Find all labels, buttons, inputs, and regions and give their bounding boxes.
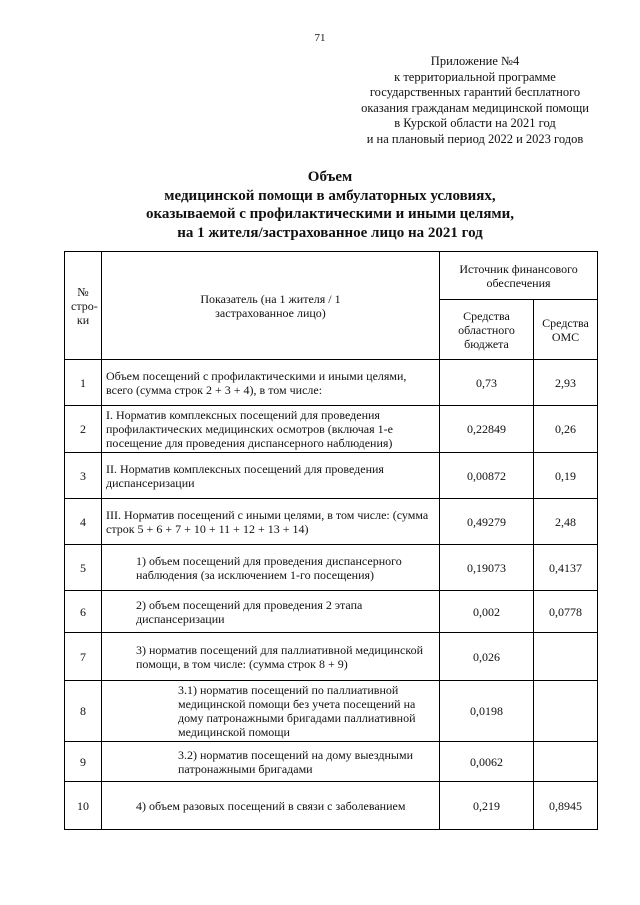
row-budget-value: 0,73 [440, 360, 534, 406]
row-budget-value: 0,00872 [440, 453, 534, 499]
row-indicator: 1) объем посещений для проведения диспансерного наблюдения (за исключением 1-го посещения) [102, 545, 440, 591]
row-indicator: 3.1) норматив посещений по паллиативной медицинской помощи без учета посещений на дому патронажными бригадами паллиативной медицинской помощи [102, 681, 440, 742]
volume-table [64, 251, 598, 830]
table-row [65, 782, 598, 830]
row-budget-value: 0,0198 [440, 681, 534, 742]
appendix-line: государственных гарантий бесплатного [369, 85, 581, 99]
row-indicator: 3) норматив посещений для паллиативной медицинской помощи, в том числе: (сумма строк 8 + 9) [102, 633, 440, 681]
row-budget-value: 0,026 [440, 633, 534, 681]
table-row [65, 453, 598, 499]
row-number: 4 [65, 499, 102, 545]
row-number: 1 [65, 360, 102, 406]
row-oms-value: 2,48 [534, 499, 598, 545]
row-oms-value: 0,8945 [534, 782, 598, 830]
appendix-line: оказания гражданам медицинской помощи [361, 100, 589, 115]
row-oms-value: 0,4137 [534, 545, 598, 591]
table-row [65, 591, 598, 633]
table-row [65, 681, 598, 742]
header-indicator: Показатель (на 1 жителя / 1 застрахованное лицо) [102, 252, 440, 360]
header-row-number: № стро-ки [65, 252, 102, 360]
title-line: медицинской помощи в амбулаторных условиях, [164, 187, 496, 204]
table-row [65, 499, 598, 545]
row-oms-value: 0,19 [534, 453, 598, 499]
row-indicator: I. Норматив комплексных посещений для проведения профилактических медицинских осмотров (включая 1-е посещение для проведения диспансерного наблюдения) [102, 406, 440, 453]
row-number: 8 [65, 681, 102, 742]
row-indicator: Объем посещений с профилактическими и иными целями, всего (сумма строк 2 + 3 + 4), в том числе: [102, 360, 440, 406]
row-number: 2 [65, 406, 102, 453]
row-indicator: 4) объем разовых посещений в связи с заболеванием [102, 782, 440, 830]
row-budget-value: 0,219 [440, 782, 534, 830]
appendix-heading [340, 54, 610, 147]
row-budget-value: 0,49279 [440, 499, 534, 545]
row-indicator: III. Норматив посещений с иными целями, в том числе: (сумма строк 5 + 6 + 7 + 10 + 11 + 12 + 13 + 14) [102, 499, 440, 545]
row-oms-value [534, 742, 598, 782]
row-oms-value [534, 681, 598, 742]
row-number: 3 [65, 453, 102, 499]
header-regional-budget: Средства областного бюджета [440, 300, 534, 360]
table-row [65, 633, 598, 681]
row-budget-value: 0,002 [440, 591, 534, 633]
appendix-line: в Курской области на 2021 год [394, 116, 556, 130]
row-number: 5 [65, 545, 102, 591]
table-row [65, 545, 598, 591]
table-row [65, 742, 598, 782]
row-number: 6 [65, 591, 102, 633]
appendix-line: к территориальной программе [394, 69, 556, 84]
row-budget-value: 0,0062 [440, 742, 534, 782]
row-oms-value: 2,93 [534, 360, 598, 406]
header-oms: Средства ОМС [534, 300, 598, 360]
row-budget-value: 0,22849 [440, 406, 534, 453]
row-number: 9 [65, 742, 102, 782]
title-line: оказываемой с профилактическими и иными целями, [145, 206, 515, 222]
row-oms-value: 0,26 [534, 406, 598, 453]
row-oms-value [534, 633, 598, 681]
appendix-line: и на плановый период 2022 и 2023 годов [366, 131, 584, 146]
table-row [65, 406, 598, 453]
title-line: Объем [307, 169, 353, 185]
header-funding-source: Источник финансового обеспечения [440, 252, 598, 300]
row-indicator: II. Норматив комплексных посещений для проведения диспансеризации [102, 453, 440, 499]
document-title [80, 168, 580, 242]
page-number: 71 [314, 32, 326, 44]
row-number: 10 [65, 782, 102, 830]
row-indicator: 2) объем посещений для проведения 2 этапа диспансеризации [102, 591, 440, 633]
row-indicator: 3.2) норматив посещений на дому выездными патронажными бригадами [102, 742, 440, 782]
appendix-line: Приложение №4 [430, 54, 520, 68]
row-number: 7 [65, 633, 102, 681]
title-line: на 1 жителя/застрахованное лицо на 2021 год [177, 224, 483, 241]
table-row [65, 360, 598, 406]
row-budget-value: 0,19073 [440, 545, 534, 591]
row-oms-value: 0,0778 [534, 591, 598, 633]
